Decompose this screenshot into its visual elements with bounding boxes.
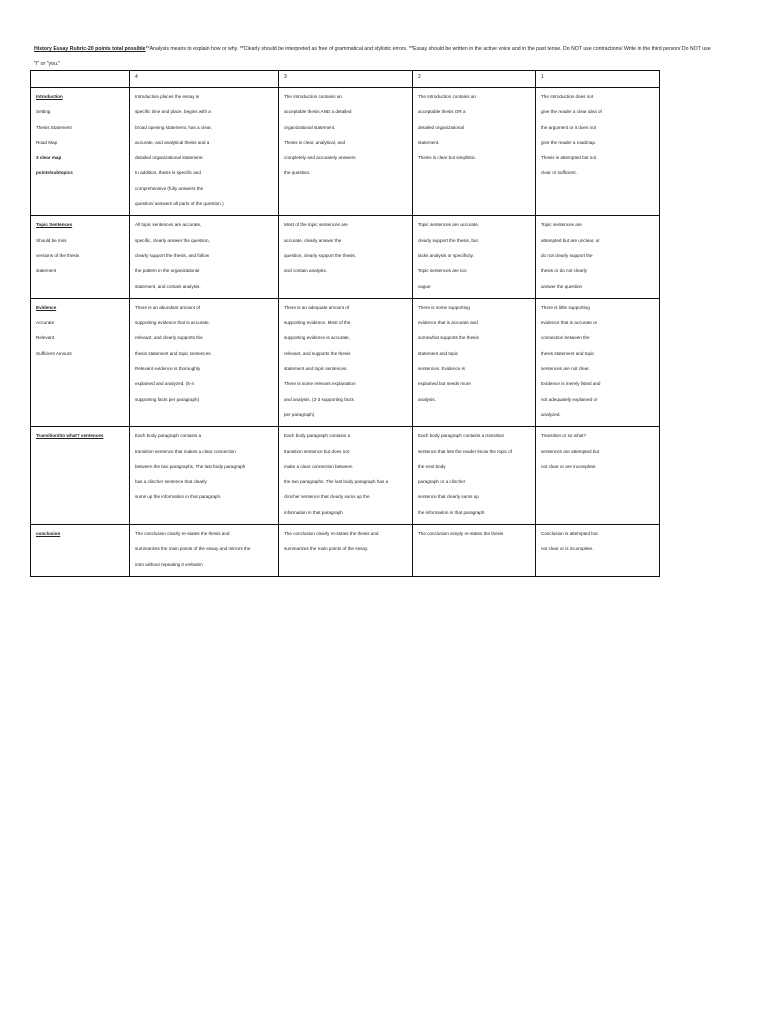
cell-text-line: per paragraph) xyxy=(284,411,315,417)
cell-text-line: comprehensive (fully answers the xyxy=(135,185,204,191)
cell-text-line: Introduction places the essay in xyxy=(135,94,200,99)
score-3-cell xyxy=(279,216,413,298)
cell-text-line: Relevant evidence is thoroughly xyxy=(135,366,201,372)
cell-text-line: Topic sentences are xyxy=(541,222,582,228)
cell-text-line: broad opening statement, has a clear, xyxy=(135,124,212,130)
cell-text-line: not adequately explained or xyxy=(541,396,598,402)
score-2-cell xyxy=(413,216,536,298)
criterion-item: Sufficient Amount xyxy=(36,350,72,356)
cell-text-line: sentences are attempted but xyxy=(541,448,600,454)
cell-text-line: evidence that is accurate or xyxy=(541,320,598,326)
cell-text-line: the next body xyxy=(418,463,446,469)
criterion-cell xyxy=(31,525,130,577)
rubric-notes-continued: "I" or "you." xyxy=(34,61,61,67)
cell-text-line: There is an adequate amount of xyxy=(284,304,350,310)
cell-text-line: answer the question xyxy=(541,283,583,289)
cell-text-line: between the two paragraphs. The last body paragraph xyxy=(135,463,246,469)
table-row xyxy=(31,427,660,525)
cell-text-line: evidence that is accurate and xyxy=(418,320,478,326)
score-1-cell xyxy=(536,525,660,577)
cell-text-line: information in that paragraph xyxy=(284,509,343,515)
cell-text-line: the pattern in the organizational xyxy=(135,268,200,274)
cell-text-line: explained and analyzed. (5-4 xyxy=(135,381,194,387)
table-header-row xyxy=(31,71,660,88)
criterion-item: Road Map xyxy=(36,139,58,145)
rubric-title: History Essay Rubric-20 points total possible xyxy=(34,46,146,52)
cell-text-line: statement and topic sentences. xyxy=(284,366,348,372)
criterion-cell xyxy=(31,427,130,525)
cell-text-line: The conclusion clearly re-states the thesis and xyxy=(284,531,379,537)
cell-text-line: accurate, clearly answer the xyxy=(284,237,342,243)
criterion-title: Topic Sentences xyxy=(36,222,73,228)
cell-text-line: summarizes the main points of the essay and mirrors the xyxy=(135,546,251,552)
cell-text-line: specific time and place, begins with a xyxy=(135,109,211,115)
cell-text-line: the argument or it does not xyxy=(541,124,596,130)
rubric-table xyxy=(30,70,660,577)
cell-text-line: detailed organizational statement. xyxy=(135,155,204,161)
criterion-item: Accurate xyxy=(36,320,55,326)
cell-text-line: clear or sufficient. xyxy=(541,170,577,176)
cell-text-line: not clear or is incomplete. xyxy=(541,546,594,552)
cell-text-line: vague xyxy=(418,283,431,289)
criterion-title: Transition/So what? sentences xyxy=(36,433,104,439)
cell-text-line: There is some supporting xyxy=(418,304,470,310)
score-4-cell xyxy=(130,216,279,298)
cell-text-line: The Introduction contains an xyxy=(418,94,476,99)
cell-text-line: question, clearly support the thesis, xyxy=(284,252,357,258)
criterion-item: Thesis Statement xyxy=(36,124,72,130)
cell-text-line: sentences. Evidence is xyxy=(418,366,465,372)
cell-text-line: There is some relevant explanation xyxy=(284,381,356,387)
criterion-cell xyxy=(31,298,130,426)
cell-text-line: the information in that paragraph xyxy=(418,509,485,515)
criterion-item-bold: points/subtopics xyxy=(36,170,73,176)
cell-text-line: the question. xyxy=(284,170,311,176)
cell-text-line: relevant, and supports the thesis xyxy=(284,350,351,356)
criterion-title: Evidence xyxy=(36,304,57,310)
cell-text-line: Each body paragraph contains a xyxy=(135,433,202,439)
score-header-0 xyxy=(31,71,130,88)
cell-text-line: Thesis is attempted but not xyxy=(541,155,597,161)
cell-text-line: paragraph or a clincher xyxy=(418,479,466,485)
cell-text-line: supporting evidence. Most of the xyxy=(284,320,351,326)
cell-text-line: The Introduction does not xyxy=(541,94,594,99)
cell-text-line: somewhat supports the thesis xyxy=(418,335,479,341)
criterion-cell xyxy=(31,88,130,216)
criterion-item: Setting xyxy=(36,109,51,115)
criterion-item: Should be mini xyxy=(36,237,67,243)
criterion-item: Relevant xyxy=(36,335,55,341)
cell-text-line: the two paragraphs. The last body paragraph has a xyxy=(284,479,389,485)
cell-text-line: Each body paragraph contains a xyxy=(284,433,351,439)
score-header-1: 4 xyxy=(130,71,279,88)
cell-text-line: Most of the topic sentences are xyxy=(284,222,348,228)
cell-text-line: In addition, thesis is specific and xyxy=(135,170,201,176)
score-2-cell xyxy=(413,427,536,525)
cell-text-line: Topic sentences are too xyxy=(418,268,467,274)
table-row xyxy=(31,525,660,577)
cell-text-line: sentence that clearly sums up xyxy=(418,494,479,500)
cell-text-line: Conclusion is attempted but xyxy=(541,531,598,537)
cell-text-line: sums up the information in that paragraph. xyxy=(135,494,222,500)
score-3-cell xyxy=(279,88,413,216)
criterion-title: Introduction xyxy=(36,94,63,99)
cell-text-line: statement, and contain analysis. xyxy=(135,283,201,289)
cell-text-line: transition sentence but does not xyxy=(284,448,350,454)
score-4-cell xyxy=(130,525,279,577)
cell-text-line: transition sentence that makes a clear connection xyxy=(135,448,236,454)
cell-text-line: specific, clearly answer the question, xyxy=(135,237,210,243)
cell-text-line: Thesis is clear but simplistic. xyxy=(418,155,477,161)
table-row xyxy=(31,216,660,298)
score-1-cell xyxy=(536,427,660,525)
cell-text-line: sentence that lets the reader know the topic of xyxy=(418,448,512,454)
cell-text-line: and contain analysis. xyxy=(284,268,327,274)
score-2-cell xyxy=(413,298,536,426)
cell-text-line: organizational statement. xyxy=(284,124,336,130)
criterion-item: versions of the thesis xyxy=(36,252,80,258)
cell-text-line: question/ answers all parts of the question.) xyxy=(135,201,224,207)
cell-text-line: lacks analysis or specificity. xyxy=(418,252,474,258)
cell-text-line: make a clear connection between xyxy=(284,463,353,469)
score-3-cell xyxy=(279,298,413,426)
cell-text-line: There is little supporting xyxy=(541,304,590,310)
cell-text-line: acceptable thesis OR a xyxy=(418,109,466,115)
score-4-cell xyxy=(130,298,279,426)
cell-text-line: analyzed. xyxy=(541,411,561,417)
table-row xyxy=(31,298,660,426)
score-header-4: 1 xyxy=(536,71,660,88)
score-4-cell xyxy=(130,88,279,216)
cell-text-line: supporting evidence that is accurate, xyxy=(135,320,210,326)
criterion-item: statement xyxy=(36,268,57,274)
cell-text-line: relevant, and clearly supports the xyxy=(135,335,203,341)
cell-text-line: Thesis is clear, analytical, and xyxy=(284,139,346,145)
cell-text-line: intro without repeating it verbatim xyxy=(135,561,203,567)
score-4-cell xyxy=(130,427,279,525)
cell-text-line: thesis or do not clearly xyxy=(541,268,587,274)
cell-text-line: summarizes the main points of the essay. xyxy=(284,546,369,552)
rubric-header xyxy=(34,42,734,72)
cell-text-line: thesis statement and topic sentences. xyxy=(135,350,212,356)
score-2-cell xyxy=(413,525,536,577)
cell-text-line: Topic sentences are accurate, xyxy=(418,222,480,228)
cell-text-line: clearly support the thesis, and follow xyxy=(135,252,210,258)
cell-text-line: acceptable thesis AND a detailed xyxy=(284,109,352,115)
cell-text-line: do not clearly support the xyxy=(541,252,593,258)
cell-text-line: Each body paragraph contains a transition xyxy=(418,433,505,439)
cell-text-line: clearly support the thesis, but xyxy=(418,237,478,243)
cell-text-line: sentences are not clear. xyxy=(541,366,590,372)
table-row xyxy=(31,88,660,216)
cell-text-line: statement and topic xyxy=(418,350,459,356)
cell-text-line: analysis. xyxy=(418,396,436,402)
cell-text-line: supporting evidence is accurate, xyxy=(284,335,350,341)
score-3-cell xyxy=(279,427,413,525)
rubric-notes: **Analysis means to explain how or why. **Clearly should be interpreted as free of grammatical and stylistic errors. **Essay should be written in the active voice and in the past tense. Do NOT use contractions/ Write in the third person/ Do NOT use xyxy=(145,46,711,52)
cell-text-line: give the reader a roadmap. xyxy=(541,139,597,145)
cell-text-line: has a clincher sentence that clearly xyxy=(135,479,207,485)
cell-text-line: not clear or are incomplete. xyxy=(541,463,597,469)
cell-text-line: supporting facts per paragraph) xyxy=(135,396,200,402)
cell-text-line: clincher sentence that clearly sums up the xyxy=(284,494,370,500)
criterion-item-bold: 3 clear map xyxy=(36,155,62,161)
cell-text-line: and analysis. (2-3 supporting facts xyxy=(284,396,354,402)
score-header-2: 3 xyxy=(279,71,413,88)
cell-text-line: thesis statement and topic xyxy=(541,350,595,356)
score-2-cell xyxy=(413,88,536,216)
header-line-1 xyxy=(34,42,734,57)
cell-text-line: attempted but are unclear, or xyxy=(541,237,600,243)
score-1-cell xyxy=(536,298,660,426)
cell-text-line: statement. xyxy=(418,139,440,145)
cell-text-line: The Introduction contains an xyxy=(284,94,342,99)
score-1-cell xyxy=(536,88,660,216)
cell-text-line: connection between the xyxy=(541,335,590,341)
cell-text-line: give the reader a clear idea of xyxy=(541,109,602,115)
cell-text-line: accurate, and analytical thesis and a xyxy=(135,139,210,145)
cell-text-line: All topic sentences are accurate, xyxy=(135,222,202,228)
score-1-cell xyxy=(536,216,660,298)
cell-text-line: detailed organizational xyxy=(418,124,464,130)
cell-text-line: Transition or so what? xyxy=(541,433,587,439)
criterion-cell xyxy=(31,216,130,298)
criterion-title: conclusion xyxy=(36,531,61,537)
cell-text-line: completely and accurately answers xyxy=(284,155,356,161)
score-3-cell xyxy=(279,525,413,577)
score-header-3: 2 xyxy=(413,71,536,88)
cell-text-line: The conclusion simply re-states the thesis xyxy=(418,531,504,537)
cell-text-line: Evidence is merely listed and xyxy=(541,381,601,387)
cell-text-line: explained but needs more xyxy=(418,381,471,387)
cell-text-line: There is an abundant amount of xyxy=(135,304,201,310)
cell-text-line: The conclusion clearly re-states the thesis and xyxy=(135,531,230,537)
